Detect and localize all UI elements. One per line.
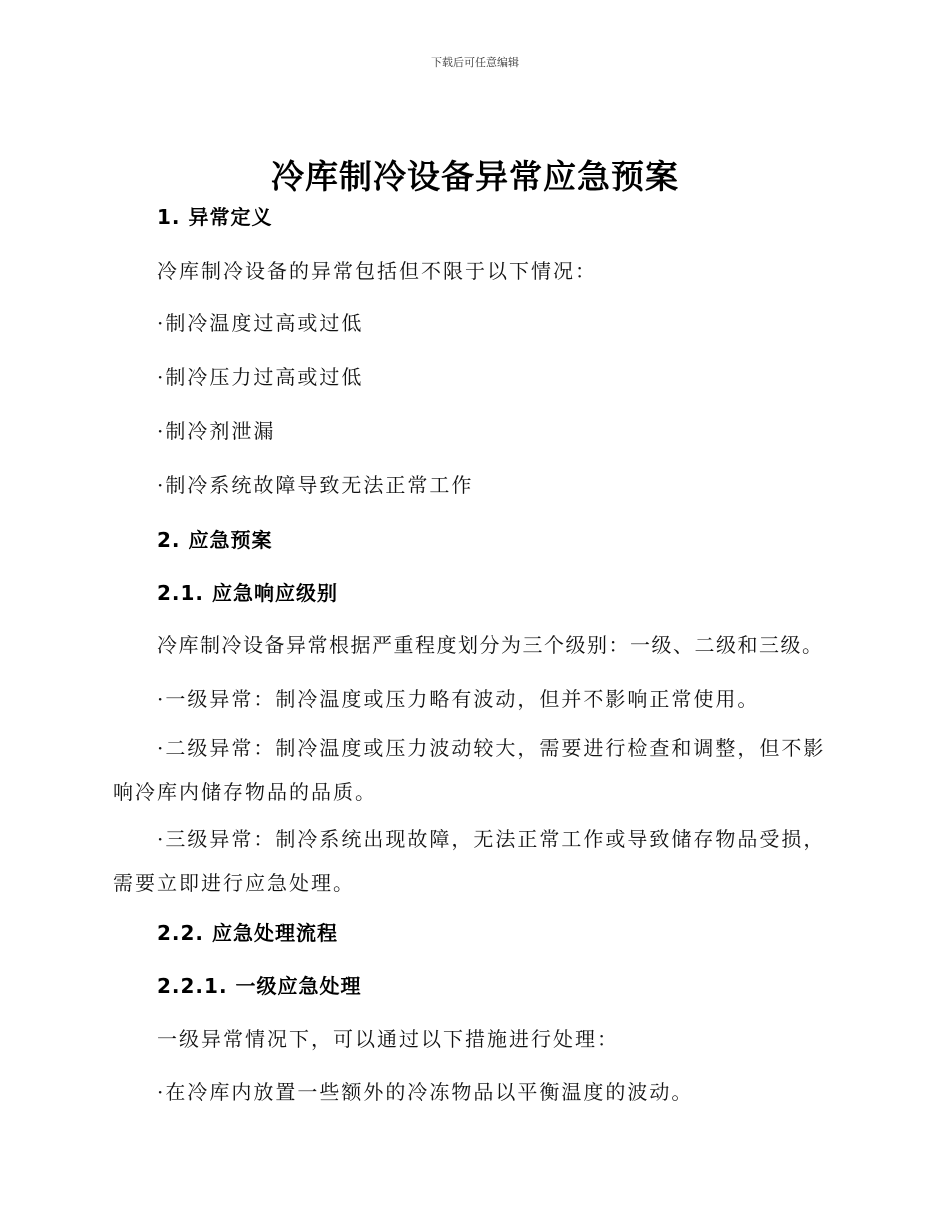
section-2-2-1-intro: 一级异常情况下，可以通过以下措施进行处理：	[157, 1027, 619, 1051]
header-note: 下载后可任意编辑	[431, 56, 519, 69]
section-1-heading: 1. 异常定义	[157, 205, 273, 229]
section-2-2-heading: 2.2. 应急处理流程	[157, 921, 338, 945]
section-1-item: ·制冷压力过高或过低	[157, 365, 364, 389]
section-2-2-1-heading: 2.2.1. 一级应急处理	[157, 974, 362, 998]
document-title: 冷库制冷设备异常应急预案	[271, 157, 679, 196]
level-item: ·三级异常：制冷系统出现故障，无法正常工作或导致储存物品受损，需要立即进行应急处理。	[113, 827, 826, 895]
section-2-heading: 2. 应急预案	[157, 528, 273, 552]
section-1-intro: 冷库制冷设备的异常包括但不限于以下情况：	[157, 259, 597, 283]
section-2-2-1-item: ·在冷库内放置一些额外的冷冻物品以平衡温度的波动。	[157, 1080, 694, 1104]
level-item: ·二级异常：制冷温度或压力波动较大，需要进行检查和调整，但不影响冷库内储存物品的品质。	[113, 736, 826, 804]
section-1-item: ·制冷温度过高或过低	[157, 311, 364, 335]
section-2-1-heading: 2.1. 应急响应级别	[157, 581, 338, 605]
section-1-item: ·制冷系统故障导致无法正常工作	[157, 473, 474, 497]
section-2-1-intro: 冷库制冷设备异常根据严重程度划分为三个级别：一级、二级和三级。	[157, 633, 824, 657]
level-item: ·一级异常：制冷温度或压力略有波动，但并不影响正常使用。	[157, 687, 760, 711]
section-1-item: ·制冷剂泄漏	[157, 419, 276, 443]
